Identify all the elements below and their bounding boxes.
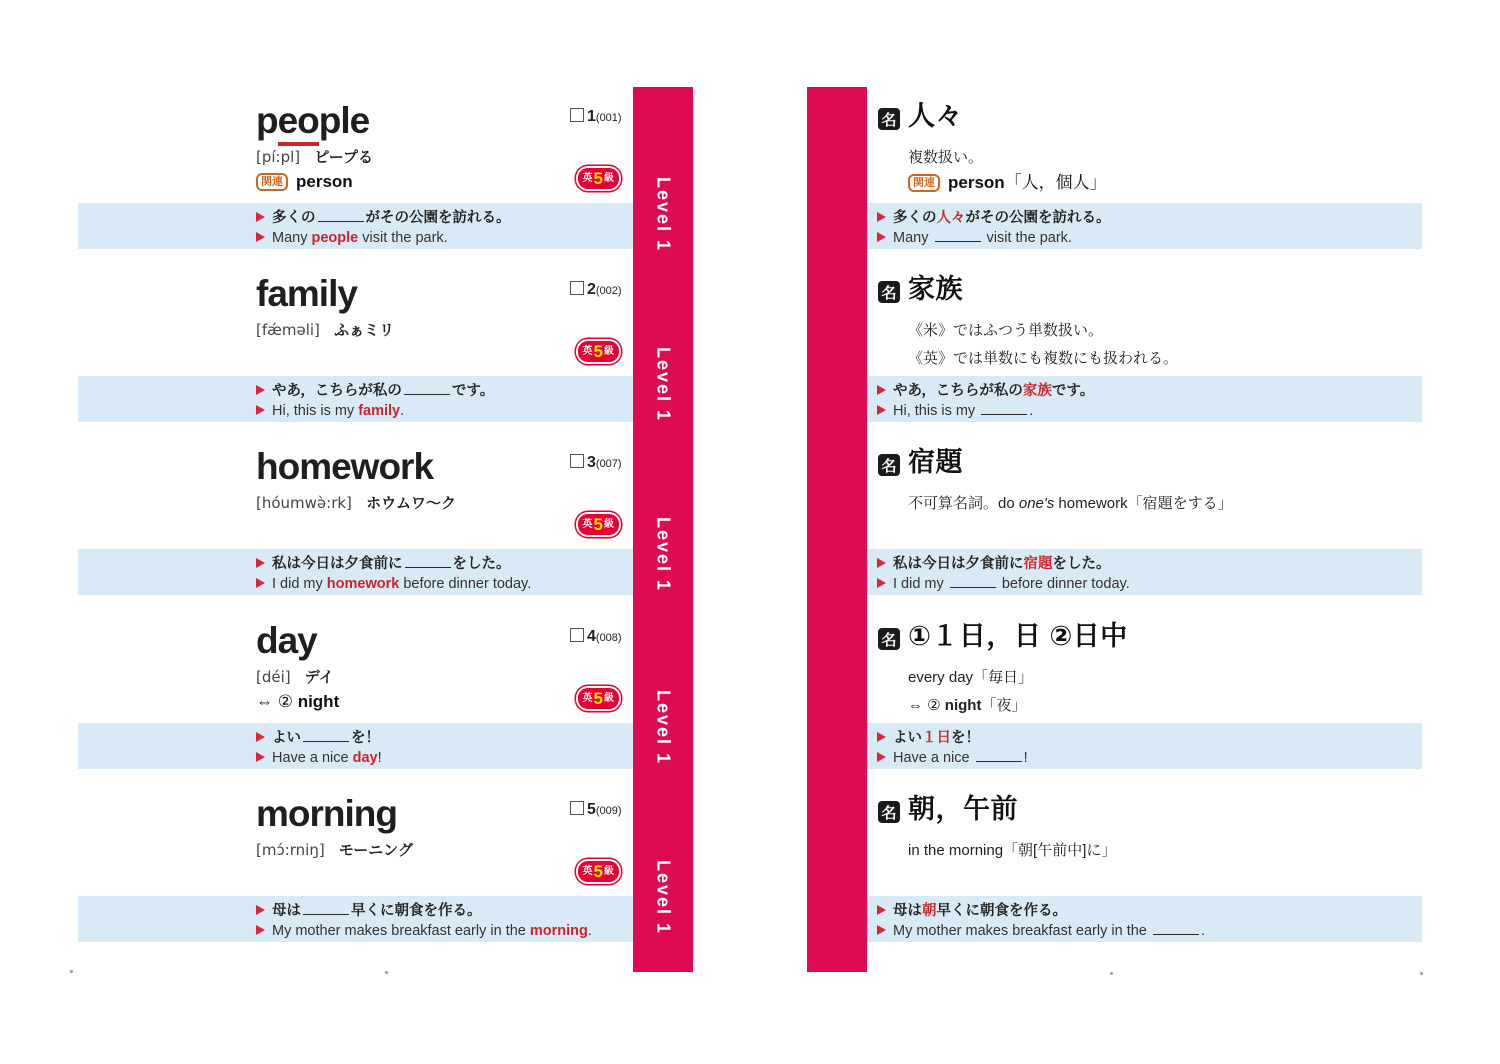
- eiken-grade5-badge: 英 5 級: [578, 168, 619, 189]
- noun-badge: 名: [878, 281, 900, 303]
- pronunciation: [256, 319, 394, 340]
- example-box: [78, 723, 633, 769]
- arrow-icon: [256, 405, 265, 415]
- arrow-icon: [877, 732, 886, 742]
- example-english: Many people visit the park.: [256, 228, 633, 248]
- entry-meaning-people: [867, 100, 1422, 249]
- example-english: Many visit the park.: [877, 228, 1422, 248]
- ipa-text: [mɔ́:rniŋ]: [256, 841, 325, 859]
- arrow-icon: [256, 385, 265, 395]
- related-word: person: [296, 172, 353, 191]
- level-tab-label: Level 1: [653, 690, 674, 766]
- eiken-grade5-badge: 英 5 級: [578, 861, 619, 882]
- example-japanese: やあ，こちらが私の家族です。: [877, 381, 1422, 401]
- meaning-text: 朝，午前: [908, 794, 1018, 824]
- arrow-icon: [877, 752, 886, 762]
- audio-track-number: 1(001): [570, 108, 622, 126]
- arrow-icon: [256, 732, 265, 742]
- headword: day: [256, 620, 317, 661]
- arrow-icon: [877, 578, 886, 588]
- eiken-grade5-badge: 英 5 級: [578, 688, 619, 709]
- audio-track-number: 5(009): [570, 801, 622, 819]
- arrow-icon: [877, 405, 886, 415]
- pronunciation: [256, 492, 456, 513]
- example-english: I did my before dinner today.: [877, 574, 1422, 594]
- kana-text: モーニング: [338, 842, 413, 859]
- example-japanese: 多くの がその公園を訪れる。: [256, 208, 633, 228]
- arrow-icon: [256, 925, 265, 935]
- example-box: [78, 896, 633, 942]
- arrow-icon: [256, 578, 265, 588]
- entry-meaning-homework: [867, 446, 1422, 595]
- checkbox-icon[interactable]: [570, 801, 584, 815]
- checkbox-icon[interactable]: [570, 628, 584, 642]
- example-english: My mother makes breakfast early in the .: [877, 921, 1422, 941]
- checkbox-icon[interactable]: [570, 281, 584, 295]
- example-english: I did my homework before dinner today.: [256, 574, 633, 594]
- page-mark: [1110, 972, 1113, 975]
- usage-note: 《米》ではふつう単数扱い。: [908, 322, 1104, 339]
- level-tab-label: Level 1: [653, 517, 674, 593]
- example-english: Have a nice day!: [256, 748, 633, 768]
- example-box: [867, 896, 1422, 942]
- noun-badge: 名: [878, 454, 900, 476]
- level-tab-label: Level 1: [653, 177, 674, 253]
- arrow-icon: [256, 212, 265, 222]
- entry-meaning-family: [867, 273, 1422, 422]
- example-japanese: 私は今日は夕食前に をした。: [256, 554, 633, 574]
- example-japanese: 母は朝早くに朝食を作る。: [877, 901, 1422, 921]
- kana-text: デイ: [304, 669, 334, 686]
- ipa-text: [fǽməli]: [256, 321, 320, 339]
- pronunciation: [256, 146, 373, 167]
- audio-track-number: 3(007): [570, 454, 622, 472]
- arrow-icon: [256, 232, 265, 242]
- usage-note: in the morning「朝[午前中]に」: [908, 842, 1117, 859]
- spine-strip: [807, 87, 867, 972]
- page-mark: [70, 970, 73, 973]
- ipa-text: [hóumwə̀:rk]: [256, 494, 352, 512]
- headword: family: [256, 273, 357, 314]
- headword: people: [256, 102, 369, 139]
- entry-meaning-morning: [867, 793, 1422, 942]
- meaning-text: 人々: [908, 101, 963, 131]
- entry-meaning-day: [867, 620, 1422, 769]
- noun-badge: 名: [878, 108, 900, 130]
- arrow-icon: [256, 752, 265, 762]
- level-tab-label: Level 1: [653, 860, 674, 936]
- entry-word-day: [78, 620, 633, 769]
- example-japanese: 母は 早くに朝食を作る。: [256, 901, 633, 921]
- entry-word-people: [78, 100, 633, 249]
- usage-note: 複数扱い。: [908, 149, 984, 166]
- noun-badge: 名: [878, 801, 900, 823]
- related-badge: 関連: [908, 174, 940, 192]
- antonym-note: ⇔ ② night「夜」: [908, 697, 1027, 714]
- audio-track-number: 4(008): [570, 628, 622, 646]
- ipa-text: [déi]: [256, 668, 291, 686]
- meaning-text: 家族: [908, 274, 963, 304]
- entry-word-family: [78, 273, 633, 422]
- example-english: Hi, this is my .: [877, 401, 1422, 421]
- example-japanese: やあ，こちらが私の です。: [256, 381, 633, 401]
- audio-track-number: 2(002): [570, 281, 622, 299]
- example-box: [867, 203, 1422, 249]
- related-word-row: [908, 168, 1107, 193]
- noun-badge: 名: [878, 628, 900, 650]
- example-japanese: よい を！: [256, 728, 633, 748]
- example-box: [78, 549, 633, 595]
- page-mark: [385, 971, 388, 974]
- example-japanese: 私は今日は夕食前に宿題をした。: [877, 554, 1422, 574]
- example-box: [867, 723, 1422, 769]
- checkbox-icon[interactable]: [570, 454, 584, 468]
- checkbox-icon[interactable]: [570, 108, 584, 122]
- eiken-grade5-badge: 英 5 級: [578, 341, 619, 362]
- example-english: Hi, this is my family.: [256, 401, 633, 421]
- page-mark: [1420, 972, 1423, 975]
- arrow-icon: [877, 925, 886, 935]
- usage-note: every day「毎日」: [908, 669, 1034, 686]
- example-box: [78, 203, 633, 249]
- example-box: [78, 376, 633, 422]
- entry-word-homework: [78, 446, 633, 595]
- kana-text: ピープる: [314, 149, 373, 166]
- level-tab-strip: [633, 87, 693, 972]
- related-badge: 関連: [256, 173, 288, 191]
- headword: morning: [256, 793, 397, 834]
- entry-word-morning: [78, 793, 633, 942]
- arrow-icon: [877, 385, 886, 395]
- example-japanese: 多くの人々がその公園を訪れる。: [877, 208, 1422, 228]
- usage-note: 《英》では単数にも複数にも扱われる。: [908, 350, 1179, 367]
- eiken-grade5-badge: 英 5 級: [578, 514, 619, 535]
- headword: homework: [256, 446, 434, 487]
- example-box: [867, 376, 1422, 422]
- antonym-row: ⇔ ② night: [256, 692, 340, 711]
- ipa-text: [pí:pl]: [256, 148, 301, 166]
- example-english: Have a nice !: [877, 748, 1422, 768]
- meaning-text: ①１日，日 ②日中: [908, 621, 1128, 651]
- arrow-icon: [256, 905, 265, 915]
- level-tab-label: Level 1: [653, 347, 674, 423]
- arrow-icon: [877, 212, 886, 222]
- example-japanese: よい１日を！: [877, 728, 1422, 748]
- arrow-icon: [877, 905, 886, 915]
- pronunciation: [256, 666, 334, 687]
- example-box: [867, 549, 1422, 595]
- example-english: My mother makes breakfast early in the morning.: [256, 921, 633, 941]
- related-word: person「人，個人」: [948, 173, 1107, 192]
- usage-note: 不可算名詞。do one's homework「宿題をする」: [908, 495, 1233, 512]
- related-word-row: [256, 172, 353, 192]
- pronunciation: [256, 839, 413, 860]
- arrow-icon: [877, 232, 886, 242]
- kana-text: ホウムワ〜ク: [366, 495, 456, 512]
- arrow-icon: [877, 558, 886, 568]
- kana-text: ふぁミリ: [334, 322, 395, 339]
- meaning-text: 宿題: [908, 447, 963, 477]
- arrow-icon: [256, 558, 265, 568]
